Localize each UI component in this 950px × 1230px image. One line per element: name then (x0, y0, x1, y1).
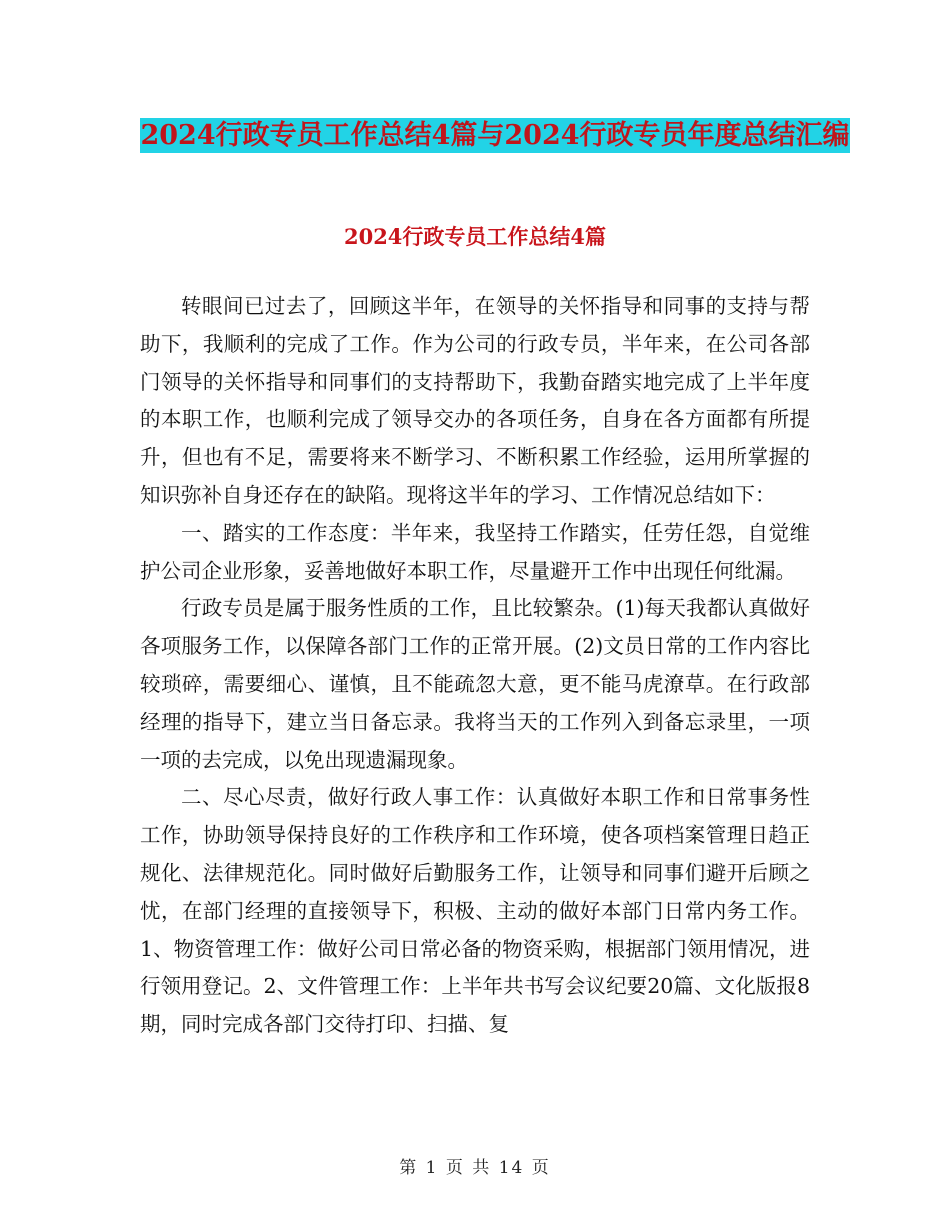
paragraph-service-work: 行政专员是属于服务性质的工作，且比较繁杂。(1)每天我都认真做好各项服务工作，以保障各部门工作的正常开展。(2)文员日常的工作内容比较琐碎，需要细心、谨慎，且不能疏忽大意，更不能马虎潦草。在行政部经理的指导下，建立当日备忘录。我将当天的工作列入到备忘录里，一项一项的去完成，以免出现遗漏现象。 (140, 596, 810, 772)
paragraph-admin-hr: 二、尽心尽责，做好行政人事工作：认真做好本职工作和日常事务性工作，协助领导保持良好的工作秩序和工作环境，使各项档案管理日趋正规化、法律规范化。同时做好后勤服务工作，让领导和同事们避开后顾之忧，在部门经理的直接领导下，积极、主动的做好本部门日常内务工作。1、物资管理工作：做好公司日常必备的物资采购，根据部门领用情况，进行领用登记。2、文件管理工作：上半年共书写会议纪要20篇、文化版报8期，同时完成各部门交待打印、扫描、复 (140, 785, 810, 1037)
page-footer: 第 1 页 共 14 页 (399, 1158, 551, 1178)
section-title: 2024行政专员工作总结4篇 (343, 224, 607, 249)
document-body (140, 288, 810, 1044)
document-title-text: 2024行政专员工作总结4篇与2024行政专员年度总结汇编 (140, 120, 850, 151)
paragraph-intro: 转眼间已过去了，回顾这半年，在领导的关怀指导和同事的支持与帮助下，我顺利的完成了工作。作为公司的行政专员，半年来，在公司各部门领导的关怀指导和同事们的支持帮助下，我勤奋踏实地完成了上半年度的本职工作，也顺利完成了领导交办的各项任务，自身在各方面都有所提升，但也有不足，需要将来不断学习、不断积累工作经验，运用所掌握的知识弥补自身还存在的缺陷。现将这半年的学习、工作情况总结如下： (140, 294, 810, 507)
paragraph-work-attitude: 一、踏实的工作态度：半年来，我坚持工作踏实，任劳任怨，自觉维护公司企业形象，妥善地做好本职工作，尽量避开工作中出现任何纰漏。 (140, 520, 810, 583)
document-title (120, 112, 870, 160)
